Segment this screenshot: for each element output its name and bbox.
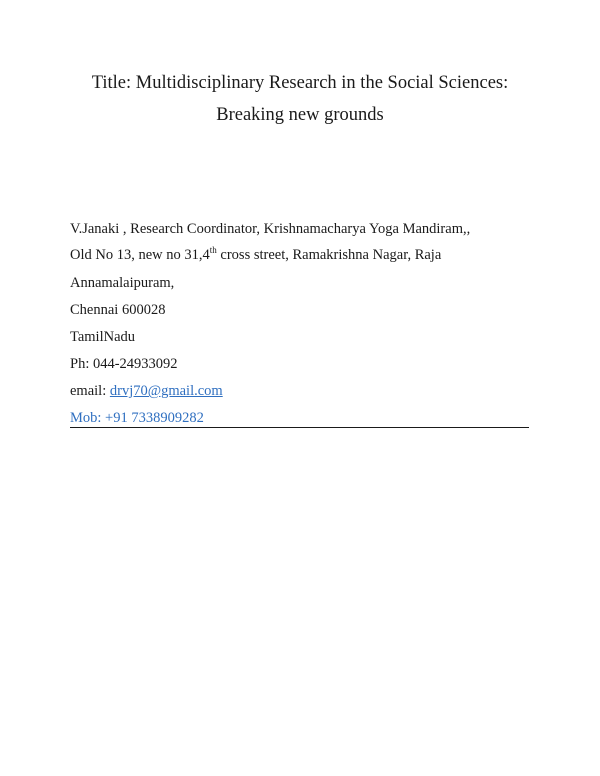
author-name-role: V.Janaki , Research Coordinator, Krishnamacharya Yoga Mandiram,, [70,221,471,237]
email-link[interactable]: drvj70@gmail.com [109,383,223,399]
address-part-1: Old No 13, new no 31,4 [70,247,210,263]
author-email-line [70,384,223,399]
title-line-2: Breaking new grounds [216,105,384,125]
horizontal-rule [70,427,529,428]
author-city: Chennai 600028 [70,302,166,318]
author-phone: Ph: 044-24933092 [70,356,178,372]
author-locality: Annamalaipuram, [70,275,175,291]
email-label: email: [70,383,110,399]
author-address [70,245,442,263]
author-mobile: Mob: +91 7338909282 [70,410,204,426]
title-line-1: Title: Multidisciplinary Research in the Social Sciences: [91,73,509,93]
address-part-2: cross street, Ramakrishna Nagar, Raja [216,247,442,263]
address-ordinal-suffix: th [209,245,217,255]
author-state: TamilNadu [70,329,136,345]
